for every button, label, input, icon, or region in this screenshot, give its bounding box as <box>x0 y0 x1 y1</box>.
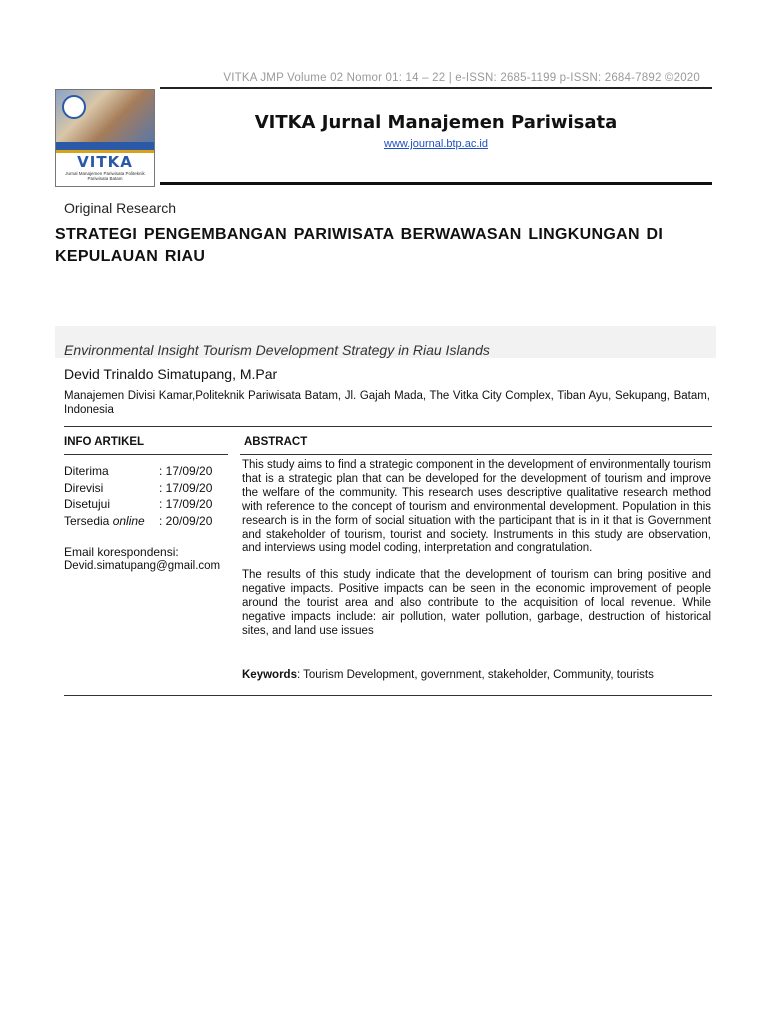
keywords <box>242 669 711 681</box>
date-row-available <box>64 513 234 530</box>
abstract-paragraph-2: The results of this study indicate that the development of tourism can bring positive and negative impacts. Positive impacts can be seen in the economic improvement of people around the tourist area and also contribute to the acquisition of local revenue. While negative impacts include: air pollution, water pollution, garbage, destruction of historical sites, and land use issues <box>242 569 711 637</box>
abstract-end-rule <box>64 695 712 696</box>
date-value: : 20/09/20 <box>159 513 213 528</box>
cover-title: VITKA <box>77 153 133 171</box>
article-dates <box>64 463 234 529</box>
author-affiliation: Manajemen Divisi Kamar,Politeknik Pariwisata Batam, Jl. Gajah Mada, The Vitka City Complex, Tiban Ayu, Sekupang, Batam, Indonesia <box>64 390 710 416</box>
article-title: STRATEGI PENGEMBANGAN PARIWISATA BERWAWASAN LINGKUNGAN DI KEPULAUAN RIAU <box>55 226 664 265</box>
journal-cover-image <box>55 89 155 187</box>
journal-title: VITKA Jurnal Manajemen Pariwisata <box>254 112 618 133</box>
header-top-rule <box>160 87 712 89</box>
info-artikel-heading: INFO ARTIKEL <box>64 436 145 448</box>
section-divider <box>64 426 712 427</box>
journal-meta-line: VITKA JMP Volume 02 Nomor 01: 14 – 22 | e-ISSN: 2685-1199 p-ISSN: 2684-7892 ©2020 <box>223 72 700 84</box>
abstract-heading-rule <box>240 454 712 455</box>
date-label: Diterima <box>64 464 109 478</box>
article-type: Original Research <box>64 200 177 216</box>
date-label <box>64 513 145 530</box>
date-label-italic: online <box>112 513 145 528</box>
abstract-body <box>242 459 711 652</box>
date-row-accepted <box>64 496 234 513</box>
date-label-text: Tersedia <box>64 513 110 528</box>
abstract-heading: ABSTRACT <box>244 436 308 448</box>
date-row-received <box>64 463 234 480</box>
date-value: : 17/09/20 <box>159 464 213 478</box>
date-value: : 17/09/20 <box>159 497 213 511</box>
cover-subtitle: Jurnal Manajemen Pariwisata Politeknik Pariwisata Batam <box>65 171 145 181</box>
author-name: Devid Trinaldo Simatupang, M.Par <box>64 366 278 382</box>
abstract-paragraph-1: This study aims to find a strategic component in the development of environmentally tourism that is a strategic plan that can be developed for the development of tourism and improve the welfare of the community. This research uses descriptive qualitative research method with reference to the concept of tourism and environmental development. Population in this research is in the form of social situation with the participant that is in it that is Government and stakeholder of tourism, tourist and society. Instruments in this study are observation, and interviews using model coding, interpretation and congratulation. <box>242 459 711 555</box>
cover-seal-icon <box>62 95 86 119</box>
header-bottom-rule <box>160 182 712 185</box>
date-value: : 17/09/20 <box>159 480 213 495</box>
keywords-label: Keywords <box>242 669 297 681</box>
keywords-list: : Tourism Development, government, stakeholder, Community, tourists <box>296 669 654 681</box>
email-label: Email korespondensi: <box>64 545 179 559</box>
date-row-revised <box>64 480 234 497</box>
journal-url-link[interactable]: www.journal.btp.ac.id <box>384 138 488 150</box>
english-title: Environmental Insight Tourism Development Strategy in Riau Islands <box>64 342 490 358</box>
info-heading-rule <box>64 454 228 455</box>
correspondence-email[interactable]: Devid.simatupang@gmail.com <box>64 560 221 572</box>
date-label: Disetujui <box>64 497 111 511</box>
date-label: Direvisi <box>64 480 104 495</box>
